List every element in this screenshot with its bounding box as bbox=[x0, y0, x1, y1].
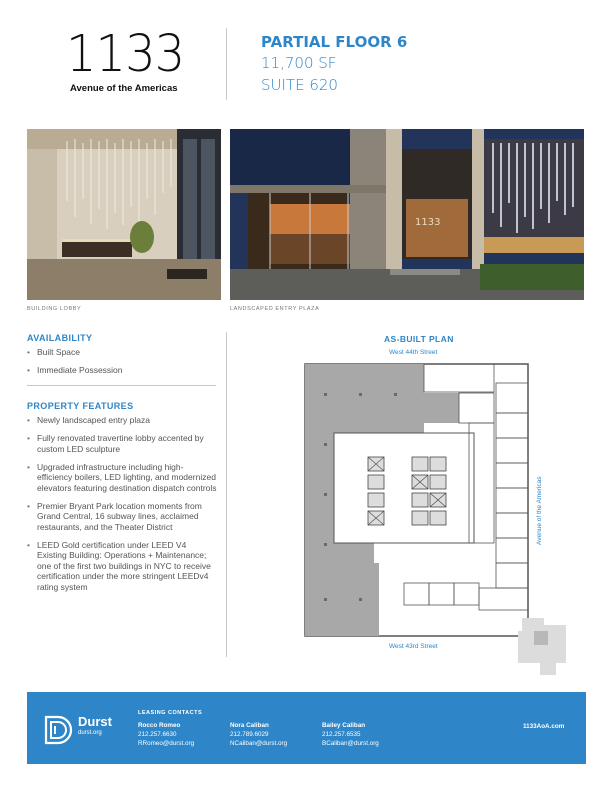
as-built-floor-plan bbox=[304, 363, 586, 683]
plan-heading: AS-BUILT PLAN bbox=[384, 334, 454, 344]
street-label-east: Avenue of the Americas bbox=[536, 476, 543, 545]
column-divider bbox=[226, 332, 227, 657]
contact-email[interactable]: NCaliban@durst.org bbox=[230, 740, 288, 747]
contact-card bbox=[138, 721, 194, 748]
street-label-north: West 44th Street bbox=[389, 349, 438, 356]
building-lobby-photo bbox=[27, 129, 221, 300]
contact-name: Nora Caliban bbox=[230, 722, 269, 729]
plaza-photo-caption: LANDSCAPED ENTRY PLAZA bbox=[230, 306, 320, 312]
contact-phone[interactable]: 212.789.6029 bbox=[230, 731, 269, 738]
company-url[interactable]: durst.org bbox=[78, 730, 102, 736]
contact-card bbox=[322, 721, 379, 748]
plaza-illustration bbox=[230, 129, 584, 300]
contact-phone[interactable]: 212.257.6535 bbox=[322, 731, 361, 738]
list-item: • Fully renovated travertine lobby accented by custom LED sculpture bbox=[27, 433, 217, 454]
features-heading: PROPERTY FEATURES bbox=[27, 401, 134, 411]
leasing-contacts-title: LEASING CONTACTS bbox=[138, 710, 203, 716]
contact-card bbox=[230, 721, 287, 748]
section-divider bbox=[27, 385, 216, 386]
building-logo-address: Avenue of the Americas bbox=[70, 83, 178, 94]
contact-name: Bailey Caliban bbox=[322, 722, 366, 729]
list-item: • Upgraded infrastructure including high-efficiency boilers, LED lighting, and modernized elevators featuring destination dispatch controls bbox=[27, 462, 217, 494]
list-item: • Newly landscaped entry plaza bbox=[27, 415, 217, 426]
list-item: • LEED Gold certification under LEED V4 Existing Building: Operations + Maintenance; one of the first two buildings in NYC to receive certification under the more stringent LEEDv4 rating system bbox=[27, 540, 217, 593]
leasing-footer bbox=[27, 692, 586, 764]
company-name: Durst bbox=[78, 714, 112, 729]
website-link[interactable]: 1133AoA.com bbox=[523, 723, 565, 730]
features-list bbox=[27, 415, 217, 600]
entrance-sign: 1133 bbox=[415, 217, 441, 228]
listing-suite: SUITE 620 bbox=[261, 76, 338, 94]
building-logo-number: 1133 bbox=[66, 24, 185, 84]
list-item: • Built Space bbox=[27, 347, 217, 358]
contact-email[interactable]: RRomeo@durst.org bbox=[138, 740, 195, 747]
lobby-photo-caption: BUILDING LOBBY bbox=[27, 306, 82, 312]
street-label-south: West 43rd Street bbox=[389, 643, 438, 650]
availability-list bbox=[27, 347, 217, 383]
header-divider bbox=[226, 28, 227, 100]
contact-phone[interactable]: 212.257.6630 bbox=[138, 731, 177, 738]
listing-title: PARTIAL FLOOR 6 bbox=[261, 33, 408, 51]
lobby-illustration bbox=[27, 129, 221, 300]
listing-size: 11,700 SF bbox=[261, 54, 337, 72]
availability-heading: AVAILABILITY bbox=[27, 333, 93, 343]
contact-name: Rocco Romeo bbox=[138, 722, 181, 729]
contact-email[interactable]: BCaliban@durst.org bbox=[322, 740, 379, 747]
list-item: • Immediate Possession bbox=[27, 365, 217, 376]
list-item: • Premier Bryant Park location moments from Grand Central, 16 subway lines, acclaimed restaurants, and the Theater District bbox=[27, 501, 217, 533]
durst-logo-icon bbox=[44, 715, 74, 745]
entry-plaza-photo bbox=[230, 129, 584, 300]
